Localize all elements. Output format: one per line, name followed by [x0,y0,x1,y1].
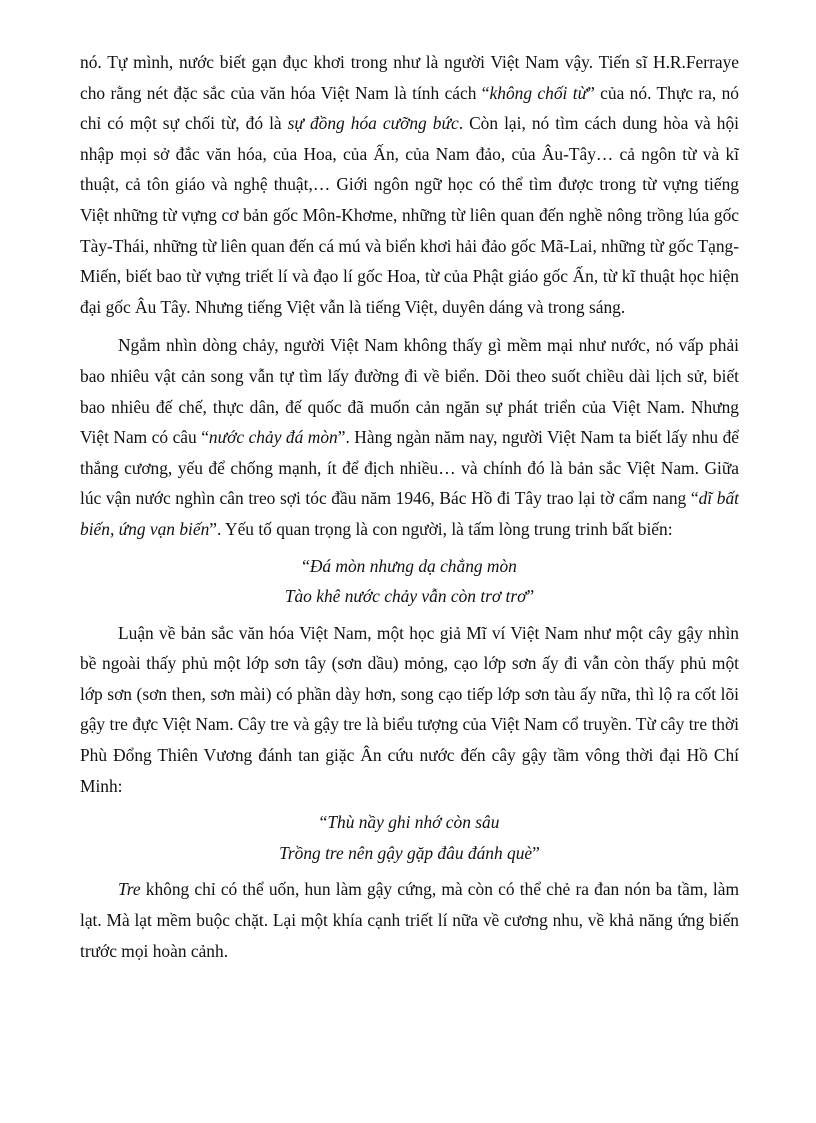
paragraph-2: Ngắm nhìn dòng chảy, người Việt Nam không thấy gì mềm mại như nước, nó vấp phải bao nhiêu vật cản song vẫn tự tìm lấy đường đi về biển. Dõi theo suốt chiều dài lịch sử, biết bao nhiêu đế chế, thực dân, đế quốc đã muốn cản ngăn sự phát triển của Việt Nam. Nhưng Việt Nam có câu “nước chảy đá mòn”. Hàng ngàn năm nay, người Việt Nam ta biết lấy nhu để thắng cương, yếu để chống mạnh, ít để địch nhiều… và chính đó là bản sắc Việt Nam. Giữa lúc vận nước nghìn cân treo sợi tóc đầu năm 1946, Bác Hồ đi Tây trao lại tờ cẩm nang “dĩ bất biến, ứng vạn biến”. Yếu tố quan trọng là con người, là tấm lòng trung trinh bất biến: [80,335,739,539]
poem-1-line-1: “Đá mòn nhưng dạ chẳng mòn [302,555,517,576]
poem-2 [80,807,739,868]
poem-2-line-1: “Thù nầy ghi nhớ còn sâu [319,812,500,833]
emphasis-dong-hoa: sự đồng hóa cưỡng bức [287,113,459,134]
paragraph-3: Luận về bản sắc văn hóa Việt Nam, một học giả Mĩ ví Việt Nam như một cây gậy nhìn bề ngoài thấy phủ một lớp sơn tây (sơn dầu) mỏng, cạo lớp sơn ấy đi vẫn còn thấy phủ một lớp sơn (sơn then, sơn mài) có phần dày hơn, song cạo tiếp lớp sơn tàu ấy nữa, thì lộ ra cốt lõi gậy tre đực Việt Nam. Cây tre và gậy tre là biểu tượng của Việt Nam cổ truyền. Từ cây tre thời Phù Đổng Thiên Vương đánh tan giặc Ân cứu nước đến cây gậy tầm vông thời đại Hồ Chí Minh: [80,622,739,796]
poem-1-line-2: Tào khê nước chảy vẫn còn trơ trơ” [284,586,535,607]
emphasis-khong-choi-tu: không chối từ [489,82,588,103]
emphasis-tre: Tre [118,879,141,900]
paragraph-4: Tre không chỉ có thể uốn, hun làm gậy cứng, mà còn có thể chẻ ra đan nón ba tầm, làm lạt. Mà lạt mềm buộc chặt. Lại một khía cạnh triết lí nữa về cương nhu, về khả năng ứng biến trước mọi hoàn cảnh. [80,879,739,961]
document-body [80,47,739,966]
emphasis-nuoc-chay-da-mon: nước chảy đá mòn [208,427,338,448]
paragraph-1: nó. Tự mình, nước biết gạn đục khơi trong như là người Việt Nam vậy. Tiến sĩ H.R.Ferraye cho rằng nét đặc sắc của văn hóa Việt Nam là tính cách “không chối từ” của nó. Thực ra, nó chỉ có một sự chối từ, đó là sự đồng hóa cưỡng bức. Còn lại, nó tìm cách dung hòa và hội nhập mọi sở đắc văn hóa, của Hoa, của Ấn, của Nam đảo, của Âu-Tây… cả ngôn từ và kĩ thuật, cả tôn giáo và nghệ thuật,… Giới ngôn ngữ học có thể tìm được trong từ vựng tiếng Việt những từ vựng cơ bản gốc Môn-Khơme, những từ liên quan đến nghề nông trồng lúa gốc Tày-Thái, những từ liên quan đến cá mú và biển khơi hải đảo gốc Mã-Lai, những từ gốc Tạng-Miến, biết bao từ vựng triết lí và đạo lí gốc Hoa, từ của Phật giáo gốc Ấn, từ kĩ thuật học hiện đại gốc Âu Tây. Nhưng tiếng Việt vẫn là tiếng Việt, duyên dáng và trong sáng. [80,52,739,317]
emphasis-di-bat-bien: dĩ bất biến, ứng vạn biến [80,488,739,539]
poem-2-line-2: Trồng tre nên gậy gặp đâu đánh què” [279,842,540,863]
poem-1 [80,551,739,612]
